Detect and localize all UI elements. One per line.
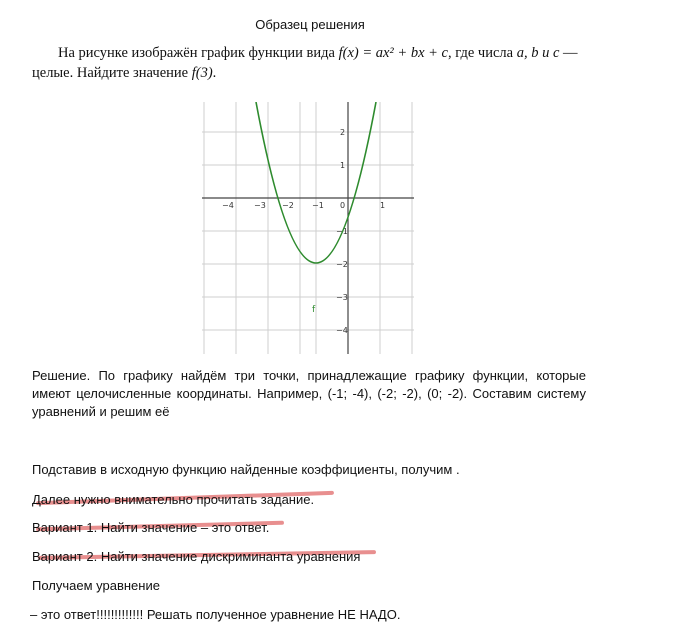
read-task-line: Далее нужно внимательно прочитать задание. [32,492,315,507]
substitute-line: Подставив в исходную функцию найденные коэффициенты, получим . [32,462,460,477]
task-target: f(3) [191,65,213,81]
curve-label: f [312,305,316,315]
task-middle: , где числа [447,45,517,61]
x-tick-label: 0 [340,201,346,210]
x-tick-label: 1 [380,201,386,210]
x-tick-label: −4 [222,201,234,210]
variant2-line: Вариант 2. Найти значение дискриминанта уравнения [32,549,361,564]
x-tick-label: −3 [254,201,266,210]
page-title: Образец решения [255,17,365,32]
variant1-line: Вариант 1. Найти значение – это ответ. [32,520,270,535]
task-formula: f(x) = ax² + bx + c [338,45,448,61]
get-equation-line: Получаем уравнение [32,578,160,593]
y-tick-label: −1 [336,227,348,236]
x-tick-label: −1 [312,201,324,210]
task-suffix: — целые. Найдите значение [32,45,578,81]
x-tick-label: −2 [282,201,294,210]
task-prefix: На рисунке изображён график функции вида [58,45,339,61]
y-tick-label: −3 [336,293,348,302]
task-statement [32,43,602,83]
solution-text: Решение. По графику найдём три точки, принадлежащие графику функции, которые имеют целочисленные координаты. Например, (-1; -4), (-2; -2), (0; -2). Составим систему уравнений и решим её [32,368,586,419]
y-tick-label: 2 [340,128,346,137]
y-tick-label: −2 [336,260,348,269]
answer-line: – это ответ!!!!!!!!!!!!! Решать полученное уравнение НЕ НАДО. [30,607,401,622]
grid-lines [202,102,414,354]
parabola-graph [202,102,414,354]
task-end: . [212,65,217,81]
task-vars: a, b и c [516,45,560,61]
y-tick-label: −4 [336,326,348,335]
y-tick-label: 1 [340,161,346,170]
